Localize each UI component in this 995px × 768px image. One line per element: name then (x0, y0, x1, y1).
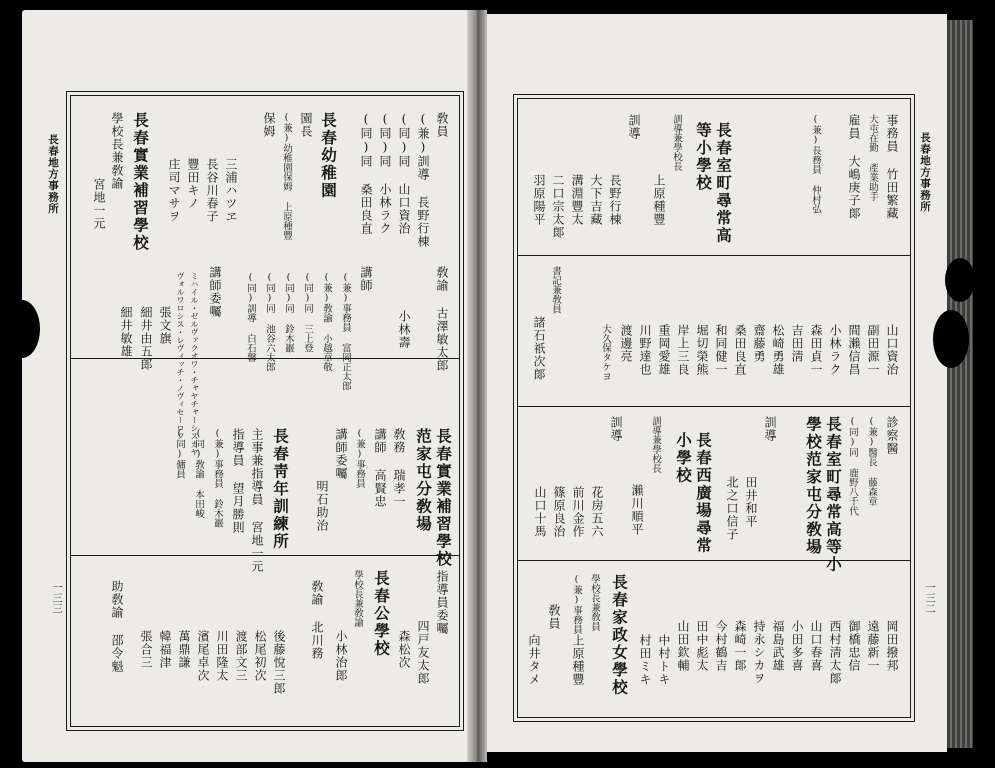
text-column: 助敎諭 邵令魁 (110, 580, 124, 673)
text-column: 指導員 望月勝則 (231, 428, 245, 534)
text-column: 羽原陽平 (532, 174, 546, 226)
text-column: 大屯在勤 產業助手 (867, 114, 878, 201)
text-column: 宮地一元 (92, 178, 106, 230)
text-column: 講師委囑 (334, 428, 348, 480)
text-column: 福島武雄 (771, 620, 785, 672)
section-title: 長春實業補習學校 (131, 112, 150, 252)
left-page-divider-bottom (71, 555, 459, 556)
text-column: 敎員 (435, 112, 449, 138)
text-column: 村田ミキ (638, 634, 652, 686)
right-page-divider-middle (518, 406, 910, 407)
text-column: 庄司マサヲ (167, 158, 181, 223)
text-column: 山田欽輔 (676, 620, 690, 672)
text-column: ミハイル・ゼルヴァクオワ・チャヤチャーシスカヤ (190, 272, 199, 456)
section-title: 長春室町尋常高 (714, 122, 733, 245)
text-column: 學校長兼敎員 (589, 574, 600, 631)
text-column: 御橋忠信 (847, 620, 861, 672)
text-column: 講師 高賢忠 (373, 428, 387, 508)
text-column: 三浦ハツヱ (224, 158, 238, 223)
text-column: 田中彪太 (695, 620, 709, 672)
page-edge-stack (947, 20, 973, 748)
right-page-divider-bottom (518, 560, 910, 561)
text-column: 小林ラク (828, 324, 842, 376)
page-number: 一三三 (51, 582, 63, 614)
text-column: (兼)長務員 仲村弘 (810, 114, 821, 214)
section-title: 范家屯分敎場 (414, 428, 433, 533)
text-column: 大下吉藏 (589, 174, 603, 226)
text-column: 書記兼敎員 (550, 266, 561, 314)
text-column: 雇員 大嶋庚子郞 (847, 114, 861, 220)
text-column: 敎諭 北川務 (310, 580, 324, 660)
text-column: (兼)幼稚園保姆 上原種豐 (281, 112, 292, 240)
text-column: 韓福津 (158, 630, 172, 669)
text-column: (同)同 鈴木巖 (283, 272, 294, 353)
text-column: 小田多喜 (790, 620, 804, 672)
text-column: 川田隆太 (215, 630, 229, 682)
text-column: (同)同 桑田良直 (359, 112, 373, 235)
text-column: 小林壽 (397, 310, 411, 349)
text-column: 四戸友太郎 (416, 620, 430, 685)
right-page-divider-top (518, 255, 910, 256)
text-column: 二口宗太郞 (551, 174, 565, 239)
text-column: (兼)訓導 長野行棟 (416, 112, 430, 248)
text-column: 診察醫 (885, 416, 899, 455)
text-column: 大久保タケヨ (600, 324, 611, 381)
text-column: 森松次 (397, 630, 411, 669)
binding-notch (933, 310, 969, 368)
text-column: 學校長兼敎諭 (352, 570, 363, 627)
section-title: 小學校 (674, 432, 693, 485)
text-column: 主事兼指導員 宮地一元 (250, 428, 264, 573)
text-column: 西村淸太郞 (828, 620, 842, 685)
text-column: 長谷川春子 (205, 158, 219, 223)
text-column: 向井タメ (527, 634, 541, 686)
text-column: 學校長兼敎諭 (110, 112, 124, 190)
running-head: 長春地方事務所 (47, 134, 59, 215)
text-column: 張合三 (139, 630, 153, 669)
text-column: 岡田撥邦 (885, 620, 899, 672)
text-column: 指導員委囑 (435, 570, 449, 635)
text-column: 重岡愛雄 (657, 324, 671, 376)
page-number: 一三二 (924, 582, 936, 614)
text-column: 齋藤勇 (752, 324, 766, 363)
section-title: 長春實業補習學校 (434, 428, 453, 568)
text-column: 講師委囑 (208, 266, 222, 318)
text-column: 上原種豐 (571, 634, 585, 686)
text-column: 篠原良治 (552, 486, 566, 538)
text-column: 萬鼎謙 (177, 630, 191, 669)
text-column: 細井敏雄 (119, 306, 133, 358)
text-column: 敎務 瑞孝一 (392, 428, 406, 508)
text-column: (同)訓導 白石馨 (245, 272, 256, 362)
text-column: 敎員 (547, 604, 561, 630)
text-column: 講師 (359, 266, 373, 292)
text-column: 渡邊亮 (619, 324, 633, 363)
text-column: 前川金作 (571, 486, 585, 538)
section-title: 長春公學校 (372, 570, 391, 658)
text-column: 後藤悅三郎 (272, 630, 286, 695)
text-column: 北之口信子 (725, 476, 739, 541)
right-page (487, 14, 947, 752)
section-title: 長春家政女學校 (610, 574, 629, 697)
text-column: 松崎勇雄 (771, 324, 785, 376)
text-column: 張文旗 (158, 306, 172, 345)
text-column: 瀨川順平 (630, 484, 644, 536)
text-column: 森崎一郞 (733, 620, 747, 672)
text-column: 和同健一 (714, 324, 728, 376)
text-column: 訓導 (609, 416, 623, 442)
text-column: 細井由五郎 (139, 306, 153, 371)
text-column: 溝淵豐太 (570, 174, 584, 226)
text-column: 保姆 (262, 112, 276, 138)
section-title: 長春靑年訓練所 (271, 428, 290, 551)
text-column: (同)敎諭 本田峻 (193, 428, 204, 518)
text-column: 吉田淸 (790, 324, 804, 363)
text-column: (兼)事務員 富岡正太郎 (340, 272, 351, 391)
text-column: 持永シカヲ (752, 620, 766, 685)
text-column: 敎諭 古澤敏太郎 (435, 266, 449, 372)
text-column: (兼)事務員 鈴木巖 (212, 428, 223, 528)
text-column: 訓導兼學校長 (671, 114, 682, 171)
text-column: 堀切榮熊 (695, 324, 709, 376)
section-title: 等小學校 (694, 122, 713, 192)
text-column: 川野達也 (638, 324, 652, 376)
text-column: 今村鶴吉 (714, 620, 728, 672)
text-column: 桑田良直 (733, 324, 747, 376)
text-column: 中村トキ (657, 634, 671, 686)
text-column: (同)同 山口資治 (397, 112, 411, 235)
book-spine (467, 10, 487, 762)
text-column: 岸上三良 (676, 324, 690, 376)
text-column: 長野行棟 (608, 174, 622, 226)
text-column: (同)同 池谷六太郎 (264, 272, 275, 372)
left-page (22, 10, 467, 762)
text-column: 訓導 (627, 114, 641, 140)
text-column: (同)傭員 (174, 428, 185, 479)
text-column: (同)同 小林ラク (378, 112, 392, 235)
section-title: 長春室町尋常高等小 (824, 416, 843, 574)
text-column: (兼)事務員 (571, 574, 582, 634)
text-column: 花房五六 (590, 486, 604, 538)
text-column: 明石助治 (315, 480, 329, 532)
section-title: 學校范家屯分敎場 (804, 416, 823, 556)
text-column: 上原種豐 (652, 174, 666, 226)
text-column: 濱尾卓次 (196, 630, 210, 682)
text-column: 山口十馬 (533, 486, 547, 538)
text-column: (兼)事務員 (354, 428, 365, 488)
text-column: 間瀨信昌 (847, 324, 861, 376)
text-column: 園長 (299, 112, 313, 138)
text-column: (兼)醫長 藤森章 (866, 416, 877, 506)
text-column: 事務員 竹田繁藏 (885, 114, 899, 220)
text-column: 副田源一 (866, 324, 880, 376)
text-column: 渡部文三 (234, 630, 248, 682)
text-column: 諸石祇次郞 (532, 316, 546, 381)
text-column: 松尾初次 (253, 630, 267, 682)
text-column: 訓導 (763, 416, 777, 442)
text-column: 遠藤新一 (866, 620, 880, 672)
text-column: 山口春喜 (809, 620, 823, 672)
text-column: 田井和平 (744, 476, 758, 528)
section-title: 長春西廣場尋常 (694, 432, 713, 555)
text-column: (兼)敎諭 小越章敬 (321, 272, 332, 372)
text-column: (同)同 鹿野八千代 (847, 416, 858, 516)
section-title: 長春幼稚園 (319, 112, 338, 200)
text-column: 小林治郎 (334, 630, 348, 682)
text-column: 訓導兼學校長 (650, 416, 661, 473)
text-column: 豐田キノ (186, 158, 200, 210)
text-column: ヴォルワロシス・レヴィッチ・ノヴィセーロフ (176, 272, 185, 440)
text-column: 山口資治 (885, 324, 899, 376)
binding-notch (4, 300, 40, 358)
running-head: 長春地方事務所 (919, 132, 931, 213)
text-column: 森田貞一 (809, 324, 823, 376)
binding-notch (945, 258, 975, 302)
text-column: (同)同 三上登 (302, 272, 313, 353)
